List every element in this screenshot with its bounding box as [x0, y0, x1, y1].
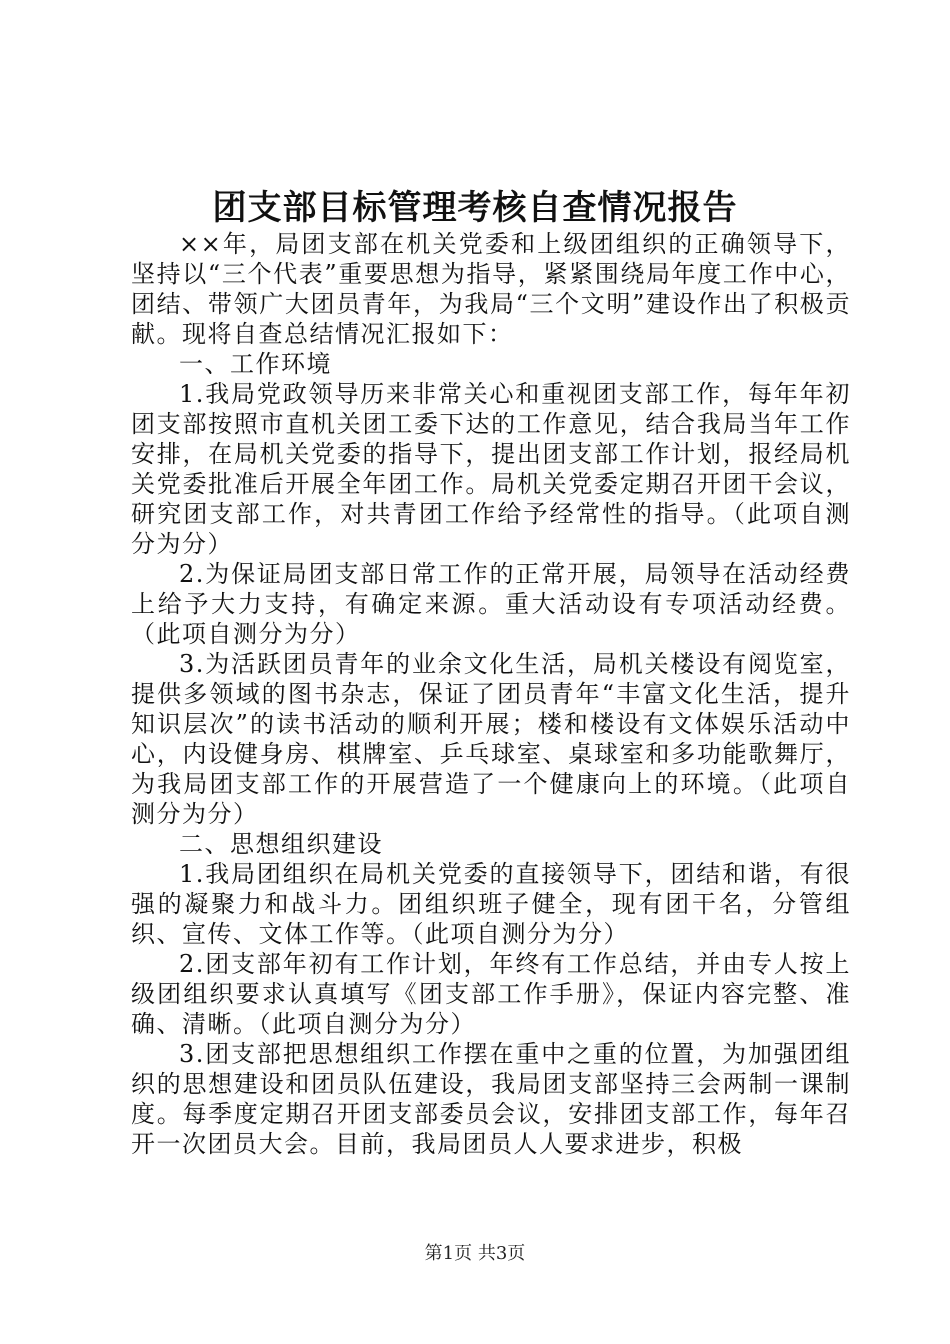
paragraph-organization-2: 2.团支部年初有工作计划，年终有工作总结，并由专人按上级团组织要求认真填写《团支部工作手册》，保证内容完整、准确、清晰。（此项自测分为分） — [131, 950, 851, 1038]
paragraph-intro: ××年，局团支部在机关党委和上级团组织的正确领导下，坚持以“三个代表”重要思想为指导，紧紧围绕局年度工作中心，团结、带领广大团员青年，为我局“三个文明”建设作出了积极贡献。现将自查总结情况汇报如下： — [131, 230, 851, 348]
section-heading-work-environment: 一、工作环境 — [179, 350, 332, 378]
section-heading-organization: 二、思想组织建设 — [179, 830, 383, 858]
page-number-footer: 第1页 共3页 — [424, 1243, 526, 1264]
paragraph-environment-1: 1.我局党政领导历来非常关心和重视团支部工作，每年年初团支部按照市直机关团工委下达的工作意见，结合我局当年工作安排，在局机关党委的指导下，提出团支部工作计划，报经局机关党委批准后开展全年团工作。局机关党委定期召开团干会议，研究团支部工作，对共青团工作给予经常性的指导。（此项自测分为分） — [131, 380, 851, 558]
paragraph-organization-3: 3.团支部把思想组织工作摆在重中之重的位置，为加强团组织的思想建设和团员队伍建设，我局团支部坚持三会两制一课制度。每季度定期召开团支部委员会议，安排团支部工作，每年召开一次团员大会。目前，我局团员人人要求进步，积极 — [131, 1040, 851, 1158]
paragraph-organization-1: 1.我局团组织在局机关党委的直接领导下，团结和谐，有很强的凝聚力和战斗力。团组织班子健全，现有团干名，分管组织、宣传、文体工作等。（此项自测分为分） — [131, 860, 851, 948]
document-title: 团支部目标管理考核自查情况报告 — [212, 188, 738, 228]
document-body — [131, 229, 851, 1159]
paragraph-environment-3: 3.为活跃团员青年的业余文化生活，局机关楼设有阅览室，提供多领域的图书杂志，保证了团员青年“丰富文化生活，提升知识层次”的读书活动的顺利开展；楼和楼设有文体娱乐活动中心，内设健身房、棋牌室、乒乓球室、桌球室和多功能歌舞厅，为我局团支部工作的开展营造了一个健康向上的环境。（此项自测分为分） — [131, 650, 851, 828]
paragraph-environment-2: 2.为保证局团支部日常工作的正常开展，局领导在活动经费上给予大力支持，有确定来源。重大活动设有专项活动经费。（此项自测分为分） — [131, 560, 851, 648]
